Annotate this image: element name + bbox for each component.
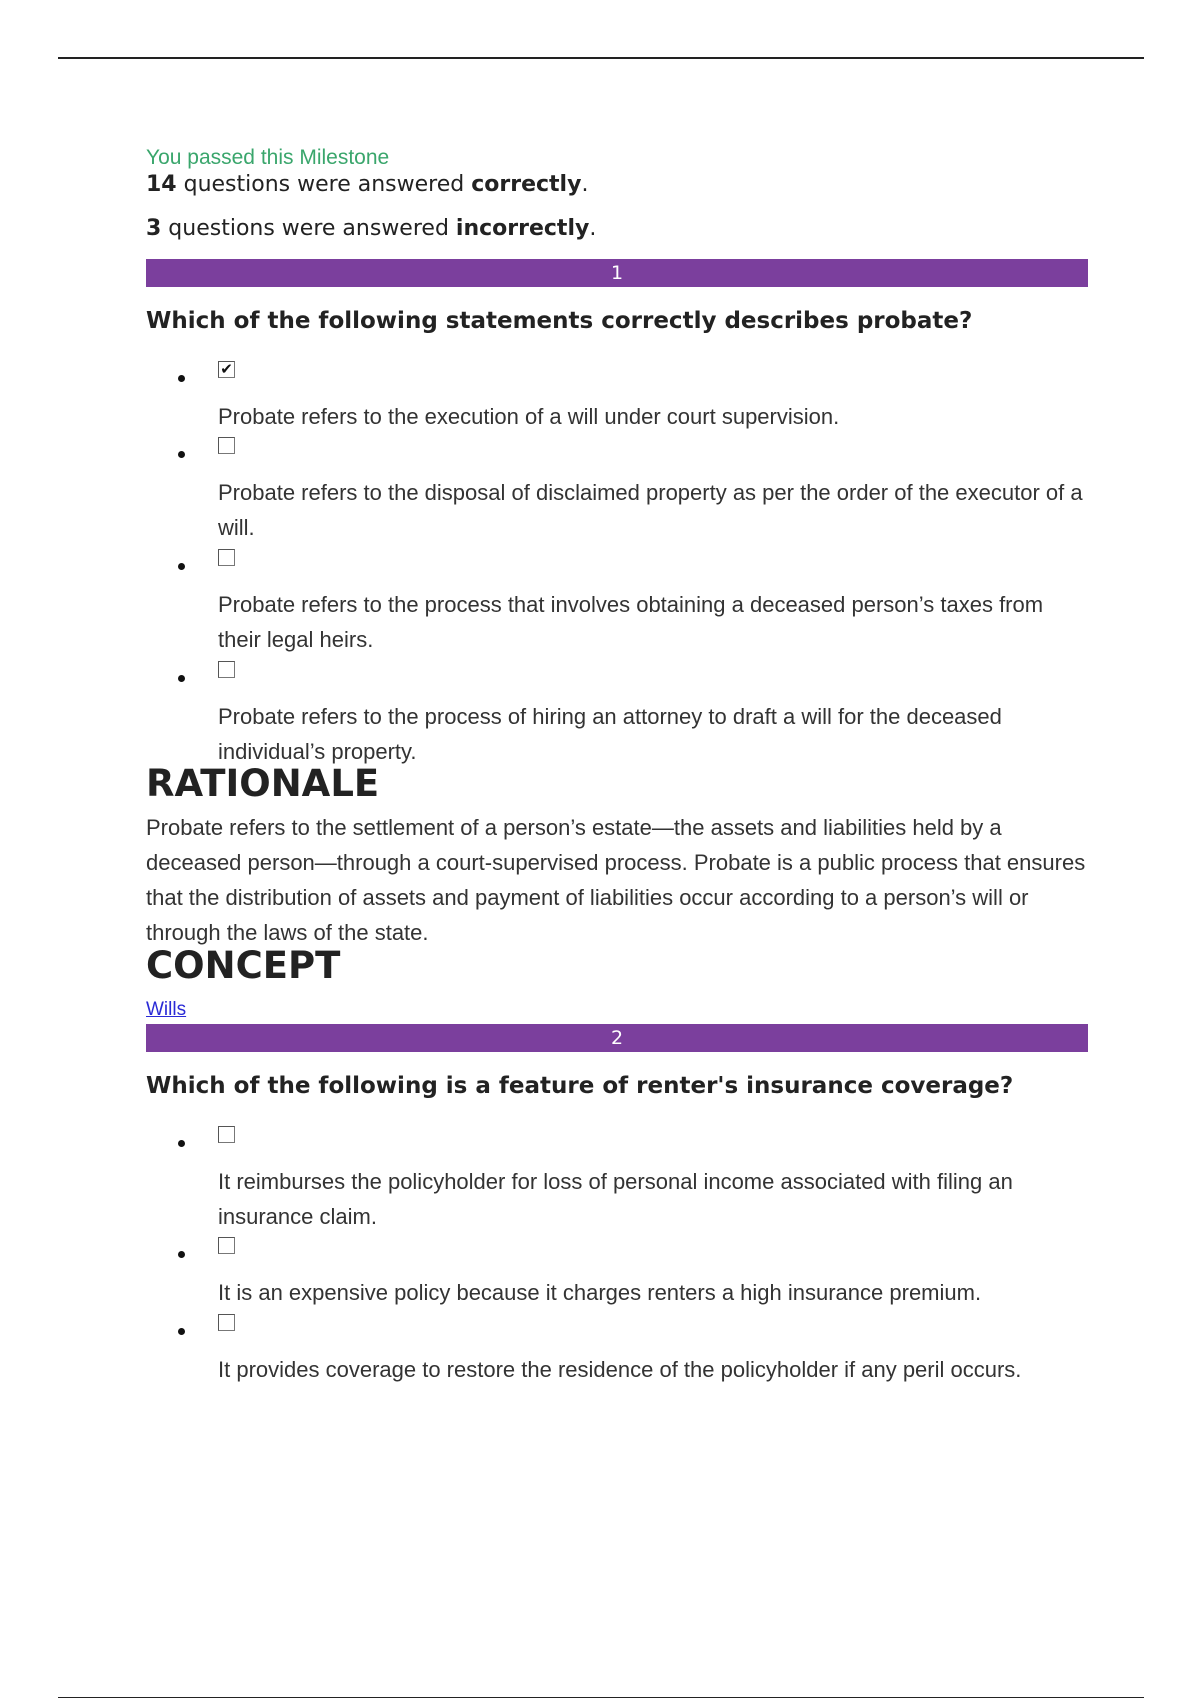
question-text: Which of the following is a feature of renter's insurance coverage? (146, 1073, 1014, 1099)
checkbox-icon[interactable] (218, 1314, 235, 1331)
bullet-icon (178, 451, 185, 458)
question-text: Which of the following statements correctly describes probate? (146, 308, 973, 334)
answer-option-text: Probate refers to the process that involves obtaining a deceased person’s taxes from their legal heirs. (218, 592, 1044, 652)
checkbox-checked-icon[interactable]: ✔ (218, 361, 235, 378)
correct-end: . (581, 172, 589, 197)
question-number-bar: 2 (146, 1024, 1088, 1052)
bullet-icon (178, 1328, 185, 1335)
bottom-rule (58, 1697, 1144, 1698)
bullet-icon (178, 1140, 185, 1147)
correct-count: 14 (146, 172, 177, 197)
passed-message: You passed this Milestone (146, 146, 390, 169)
answer-option-text: Probate refers to the execution of a will under court supervision. (218, 404, 840, 429)
bullet-icon (178, 375, 185, 382)
incorrect-mid-text: questions were answered (161, 216, 456, 241)
incorrect-summary (146, 216, 596, 241)
question-number-bar: 1 (146, 259, 1088, 287)
concept-link[interactable]: Wills (146, 999, 187, 1020)
bullet-icon (178, 675, 185, 682)
rationale-heading: RATIONALE (146, 762, 380, 805)
incorrect-word: incorrectly (455, 216, 590, 241)
correct-summary (146, 172, 588, 197)
rationale-text: Probate refers to the settlement of a person’s estate—the assets and liabilities held by a deceased person—through a court-supervised process. Probate is a public process that ensures that the distribution of assets and payment of liabilities occur according to a person’s will or through the laws of the state. (146, 815, 1086, 945)
bullet-icon (178, 1251, 185, 1258)
answer-option-text: It reimburses the policyholder for loss of personal income associated with filing an insurance claim. (218, 1169, 1013, 1229)
checkbox-icon[interactable] (218, 549, 235, 566)
concept-heading: CONCEPT (146, 944, 341, 987)
answer-option-text: Probate refers to the disposal of disclaimed property as per the order of the executor of a will. (218, 480, 1083, 540)
checkbox-icon[interactable] (218, 1237, 235, 1254)
answer-option-text: It provides coverage to restore the residence of the policyholder if any peril occurs. (218, 1357, 1022, 1382)
correct-mid-text: questions were answered (176, 172, 472, 197)
answer-option-text: It is an expensive policy because it charges renters a high insurance premium. (218, 1280, 982, 1305)
answer-option-text: Probate refers to the process of hiring an attorney to draft a will for the deceased individual’s property. (218, 704, 1002, 764)
incorrect-end: . (589, 216, 597, 241)
incorrect-count: 3 (146, 216, 162, 241)
checkbox-icon[interactable] (218, 1126, 235, 1143)
top-rule (58, 57, 1144, 59)
bullet-icon (178, 563, 185, 570)
checkbox-icon[interactable] (218, 437, 235, 454)
correct-word: correctly (471, 172, 582, 197)
checkbox-icon[interactable] (218, 661, 235, 678)
